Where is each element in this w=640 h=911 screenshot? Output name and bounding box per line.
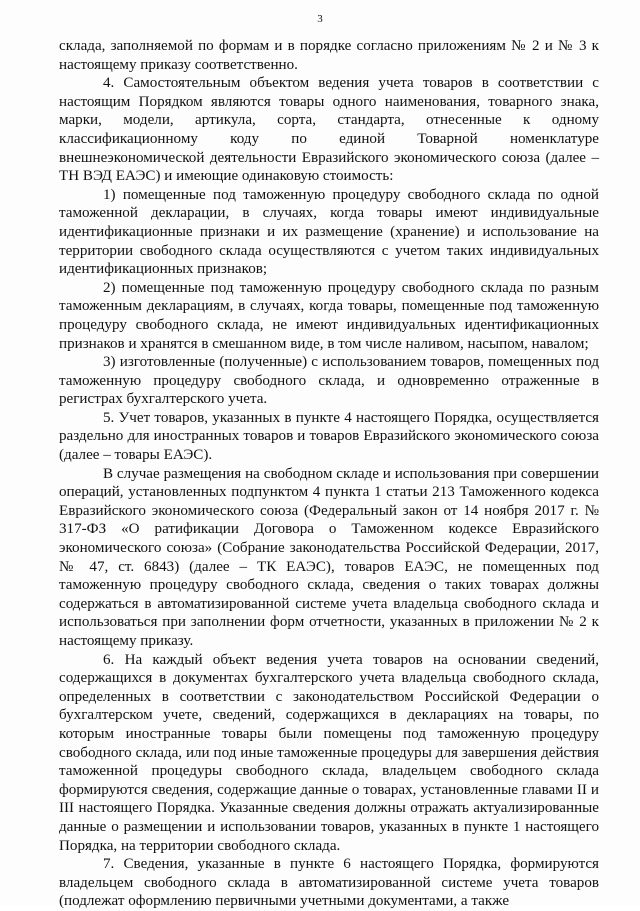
paragraph-subitem-1: 1) помещенные под таможенную процедуру свободного склада по одной таможенной декларации, в случаях, когда товары имеют индивидуальные идентификационные признаки и их размещение (хранение) и использование на территории свободного склада осуществляются с учетом таких индивидуальных идентификационных признаков; (59, 186, 599, 278)
paragraph-item-5: 5. Учет товаров, указанных в пункте 4 настоящего Порядка, осуществляется раздельно для иностранных товаров и товаров Евразийского экономического союза (далее – товары ЕАЭС). (59, 409, 599, 464)
paragraph-subitem-2: 2) помещенные под таможенную процедуру свободного склада по разным таможенным декларациям, в случаях, когда товары, помещенные под таможенную процедуру свободного склада, не имеют индивидуальных идентификационных признаков и хранятся в смешанном виде, в том числе наливом, насыпом, навалом; (59, 279, 599, 352)
page-number: 3 (317, 13, 323, 25)
paragraph-subitem-3: 3) изготовленные (полученные) с использованием товаров, помещенных под таможенную процедуру свободного склада, и одновременно отраженные в регистрах бухгалтерского учета. (59, 354, 599, 408)
document-body (59, 37, 599, 911)
paragraph-item-4: 4. Самостоятельным объектом ведения учета товаров в соответствии с настоящим Порядком являются товары одного наименования, товарного знака, марки, модели, артикула, сорта, стандарта, отнесенные к одному классификационному коду по единой Товарной номенклатуре внешнеэкономической деятельности Евразийского экономического союза (далее – ТН ВЭД ЕАЭС) и имеющие одинаковую стоимость: (59, 75, 599, 185)
paragraph-item-5-case: В случае размещения на свободном складе и использования при совершении операций, установленных подпунктом 4 пункта 1 статьи 213 Таможенного кодекса Евразийского экономического союза (Федеральный закон от 14 ноября 2017 г. № 317-ФЗ «О ратификации Договора о Таможенном кодексе Евразийского экономического союза» (Собрание законодательства Российской Федерации, 2017, № 47, ст. 6843) (далее – ТК ЕАЭС), товаров ЕАЭС, не помещенных под таможенную процедуру свободного склада, сведения о таких товарах должны содержаться в автоматизированной системе учета владельца свободного склада и использоваться при заполнении форм отчетности, указанных в приложении № 2 к настоящему приказу. (59, 465, 599, 649)
paragraph-continuation: склада, заполняемой по формам и в порядке согласно приложениям № 2 и № 3 к настоящему приказу соответственно. (59, 38, 599, 73)
paragraph-item-6: 6. На каждый объект ведения учета товаров на основании сведений, содержащихся в документах бухгалтерского учета владельца свободного склада, определенных в соответствии с законодательством Российской Федерации о бухгалтерском учете, сведений, содержащихся в декларациях на товары, по которым иностранные товары были помещены под таможенную процедуру свободного склада, или под иные таможенные процедуры для завершения действия таможенной процедуры свободного склада, владельцем свободного склада формируются сведения, содержащие данные о товарах, установленные главами II и III настоящего Порядка. Указанные сведения должны отражать актуализированные данные о размещении и использовании товаров, указанных в пункте 1 настоящего Порядка, на территории свободного склада. (59, 651, 599, 854)
paragraph-item-7: 7. Сведения, указанные в пункте 6 настоящего Порядка, формируются владельцем свободного склада в автоматизированной системе учета товаров (подлежат оформлению первичными учетными документами, а также (59, 856, 599, 910)
